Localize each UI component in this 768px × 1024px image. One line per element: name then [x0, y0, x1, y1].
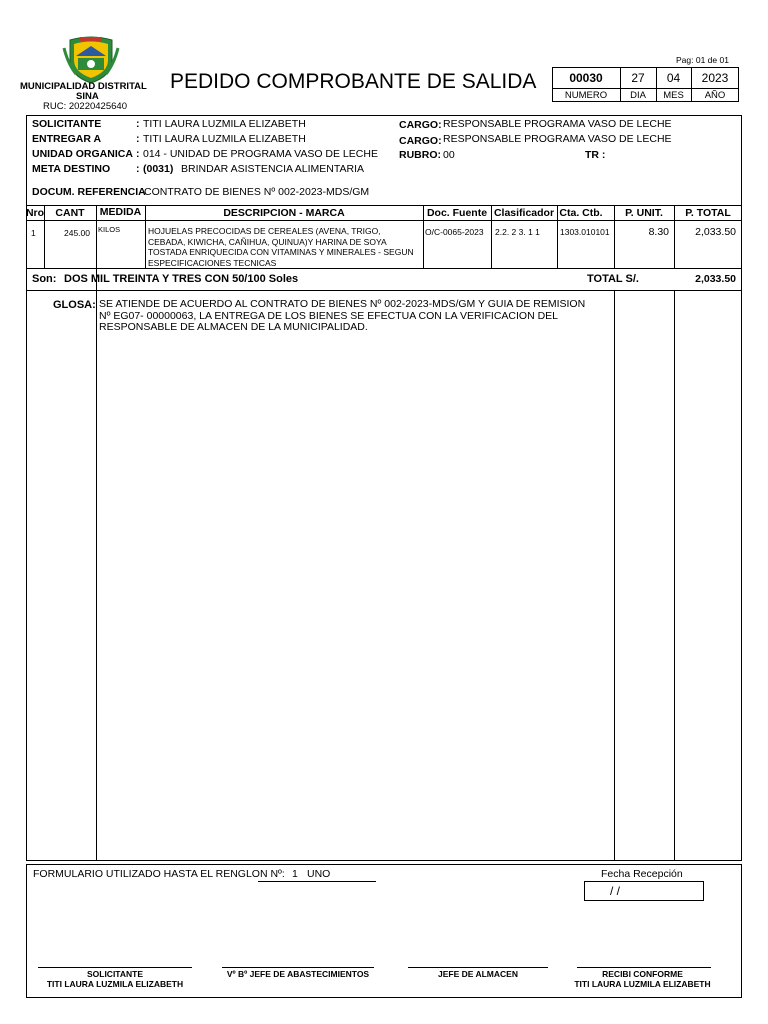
- row-clasificador: 2.2. 2 3. 1 1: [495, 227, 540, 237]
- fecha-recepcion-box: [584, 881, 704, 901]
- row-cta: 1303.010101: [560, 227, 610, 237]
- total-label: TOTAL S/.: [587, 273, 639, 285]
- col-header-medida: MEDIDA: [99, 206, 142, 218]
- col-header-nro: Nro: [25, 207, 45, 219]
- son-label: Son:: [32, 273, 57, 285]
- amount-in-words: DOS MIL TREINTA Y TRES CON 50/100 Soles: [64, 273, 299, 285]
- signature-recibi-name: TITI LAURA LUZMILA ELIZABETH: [574, 979, 711, 989]
- numero-label: NUMERO: [564, 90, 608, 101]
- cargo-value-1: RESPONSABLE PROGRAMA VASO DE LECHE: [443, 118, 672, 130]
- row-nro: 1: [31, 228, 36, 238]
- unidad-label: UNIDAD ORGANICA: [32, 148, 133, 160]
- glosa-label: GLOSA:: [53, 299, 96, 311]
- signature-abastecimientos-title: Vº Bº JEFE DE ABASTECIMIENTOS: [226, 969, 370, 979]
- col-header-descripcion: DESCRIPCION - MARCA: [223, 207, 345, 219]
- row-p-unit: 8.30: [648, 226, 669, 238]
- meta-value: BRINDAR ASISTENCIA ALIMENTARIA: [181, 163, 365, 175]
- row-p-total: 2,033.50: [695, 226, 736, 238]
- renglon-number: 1: [292, 868, 298, 880]
- entregar-value: TITI LAURA LUZMILA ELIZABETH: [143, 133, 306, 145]
- signature-solicitante-title: SOLICITANTE: [86, 969, 144, 979]
- document-number: 00030: [569, 71, 603, 85]
- solicitante-label: SOLICITANTE: [32, 118, 102, 130]
- document-title: PEDIDO COMPROBANTE DE SALIDA: [170, 70, 537, 93]
- entregar-colon: :: [136, 133, 140, 145]
- unidad-colon: :: [136, 148, 140, 160]
- solicitante-value: TITI LAURA LUZMILA ELIZABETH: [143, 118, 306, 130]
- row-cant: 245.00: [64, 228, 90, 238]
- cargo-value-2: RESPONSABLE PROGRAMA VASO DE LECHE: [443, 133, 672, 145]
- fecha-recepcion-label: Fecha Recepción: [601, 868, 683, 880]
- tr-label: TR :: [585, 149, 606, 161]
- entregar-label: ENTREGAR A: [32, 133, 102, 145]
- glosa-text: SE ATIENDE DE ACUERDO AL CONTRATO DE BIENES Nº 002-2023-MDS/GM Y GUIA DE REMISION Nº EG07- 00000063, LA ENTREGA DE LOS BIENES SE EFECTUA CON LA VERIFICACION DEL RESPONSABLE DE ALMACEN DE LA MUNICIPALIDAD.: [99, 298, 586, 333]
- renglon-text: UNO: [307, 868, 331, 880]
- mes-label: MES: [663, 90, 684, 101]
- cargo-label-2: CARGO:: [399, 135, 442, 147]
- date-day: 27: [631, 71, 645, 85]
- cargo-label-1: CARGO:: [399, 119, 442, 131]
- rubro-value: 00: [443, 149, 455, 161]
- total-value: 2,033.50: [695, 273, 736, 285]
- org-name: MUNICIPALIDAD DISTRITAL: [20, 81, 147, 92]
- meta-label: META DESTINO: [32, 163, 111, 175]
- date-year: 2023: [701, 71, 729, 85]
- unidad-value: 014 - UNIDAD DE PROGRAMA VASO DE LECHE: [143, 148, 378, 160]
- docum-value: CONTRATO DE BIENES Nº 002-2023-MDS/GM: [144, 186, 370, 198]
- formulario-label: FORMULARIO UTILIZADO HASTA EL RENGLON Nº:: [33, 868, 285, 880]
- col-header-p-total: P. TOTAL: [685, 207, 731, 219]
- org-name-line2: SINA: [76, 91, 99, 102]
- meta-colon: :: [136, 163, 140, 175]
- solicitante-colon: :: [136, 118, 140, 130]
- dia-label: DIA: [630, 90, 646, 101]
- col-header-cant: CANT: [55, 207, 85, 219]
- col-header-p-unit: P. UNIT.: [625, 207, 663, 219]
- fecha-recepcion-value: / /: [610, 884, 621, 898]
- org-ruc: RUC: 20220425640: [43, 101, 127, 112]
- row-descripcion: HOJUELAS PRECOCIDAS DE CEREALES (AVENA, TRIGO, CEBADA, KIWICHA, CAÑIHUA, QUINUA)Y HARINA DE SOYA TOSTADA ENRIQUECIDA CON VITAMINAS Y MINERALES - SEGUN ESPECIFICACIONES TECNICAS: [148, 226, 414, 268]
- date-month: 04: [666, 71, 681, 85]
- meta-code: (0031): [143, 163, 174, 175]
- signature-recibi-title: RECIBI CONFORME: [602, 969, 683, 979]
- docum-label: DOCUM. REFERENCIA: [32, 186, 146, 198]
- municipal-logo: [62, 34, 120, 84]
- rubro-label: RUBRO:: [399, 149, 441, 161]
- col-header-doc-fuente: Doc. Fuente: [426, 207, 488, 219]
- col-header-cta: Cta. Ctb.: [559, 207, 603, 219]
- row-medida: KILOS: [98, 225, 121, 234]
- row-doc-fuente: O/C-0065-2023: [425, 227, 484, 237]
- signature-solicitante-name: TITI LAURA LUZMILA ELIZABETH: [46, 979, 184, 989]
- signature-almacen-title: JEFE DE ALMACEN: [438, 969, 518, 979]
- col-header-clasificador: Clasificador: [493, 207, 555, 219]
- ano-label: AÑO: [704, 90, 726, 101]
- page-number: Pag: 01 de 01: [676, 55, 729, 65]
